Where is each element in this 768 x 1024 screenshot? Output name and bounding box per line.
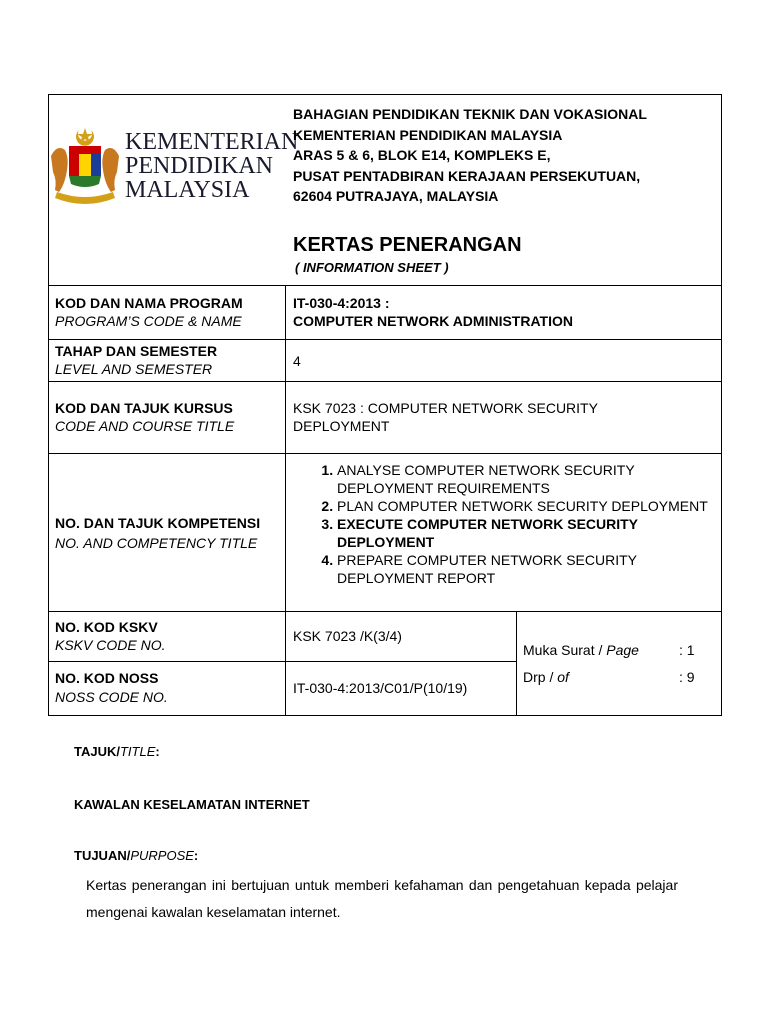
course-value-line-2: DEPLOYMENT <box>293 418 390 434</box>
noss-label-en: NOSS CODE NO. <box>55 689 168 705</box>
competency-item: 4. PREPARE COMPUTER NETWORK SECURITY DEPLOYMENT REPORT <box>337 551 717 587</box>
kskv-label: NO. KOD KSKV <box>55 619 158 635</box>
kskv-value: KSK 7023 /K(3/4) <box>293 628 402 644</box>
program-name: COMPUTER NETWORK ADMINISTRATION <box>293 313 573 329</box>
address-line-1: BAHAGIAN PENDIDIKAN TEKNIK DAN VOKASIONAL <box>293 106 647 122</box>
course-label-en: CODE AND COURSE TITLE <box>55 418 235 434</box>
noss-value: IT-030-4:2013/C01/P(10/19) <box>293 680 468 696</box>
page-number: Muka Surat / Page <box>523 642 639 658</box>
address-line-3: ARAS 5 & 6, BLOK E14, KOMPLEKS E, <box>293 147 551 163</box>
address-line-4: PUSAT PENTADBIRAN KERAJAAN PERSEKUTUAN, <box>293 168 641 184</box>
program-code: IT-030-4:2013 : <box>293 295 390 311</box>
level-label-en: LEVEL AND SEMESTER <box>55 361 213 377</box>
competency-item: 1. ANALYSE COMPUTER NETWORK SECURITY DEPLOYMENT REQUIREMENTS <box>337 461 717 497</box>
purpose-text: Kertas penerangan ini bertujuan untuk memberi kefahaman dan pengetahuan kepada pelajar mengenai kawalan keselamatan internet. <box>86 877 678 920</box>
kskv-label-en: KSKV CODE NO. <box>55 637 166 653</box>
logo-line-3: MALAYSIA <box>125 177 250 203</box>
logo-line-2: PENDIDIKAN <box>125 153 273 179</box>
document-subtitle: ( INFORMATION SHEET ) <box>295 260 449 275</box>
course-value-line-1: KSK 7023 : COMPUTER NETWORK SECURITY <box>293 400 598 416</box>
noss-label: NO. KOD NOSS <box>55 670 159 686</box>
course-label: KOD DAN TAJUK KURSUS <box>55 400 233 416</box>
logo-line-1: KEMENTERIAN <box>125 129 299 155</box>
competency-label: NO. DAN TAJUK KOMPETENSI <box>55 515 261 531</box>
competency-item-current: 3. EXECUTE COMPUTER NETWORK SECURITY DEPLOYMENT <box>337 515 717 551</box>
ministry-logo <box>49 126 299 206</box>
level-value: 4 <box>293 353 301 369</box>
purpose-heading: TUJUAN/PURPOSE: <box>74 848 199 863</box>
page-total-value: : 9 <box>679 669 695 685</box>
competency-item: 2. PLAN COMPUTER NETWORK SECURITY DEPLOYMENT <box>337 497 717 515</box>
program-label-en: PROGRAM’S CODE & NAME <box>55 313 242 329</box>
coat-of-arms-icon <box>49 126 121 206</box>
competency-list <box>290 461 717 587</box>
page-total: Drp / of <box>523 669 569 685</box>
competency-label-en: NO. AND COMPETENCY TITLE <box>55 535 258 551</box>
document-title: KERTAS PENERANGAN <box>293 234 522 256</box>
level-label: TAHAP DAN SEMESTER <box>55 343 218 359</box>
page-number-value: : 1 <box>679 642 695 658</box>
address-line-2: KEMENTERIAN PENDIDIKAN MALAYSIA <box>293 127 563 143</box>
title-heading: TAJUK/TITLE: <box>74 744 160 759</box>
program-label: KOD DAN NAMA PROGRAM <box>55 295 243 311</box>
topic-title: KAWALAN KESELAMATAN INTERNET <box>74 797 310 812</box>
address-line-5: 62604 PUTRAJAYA, MALAYSIA <box>293 188 499 204</box>
